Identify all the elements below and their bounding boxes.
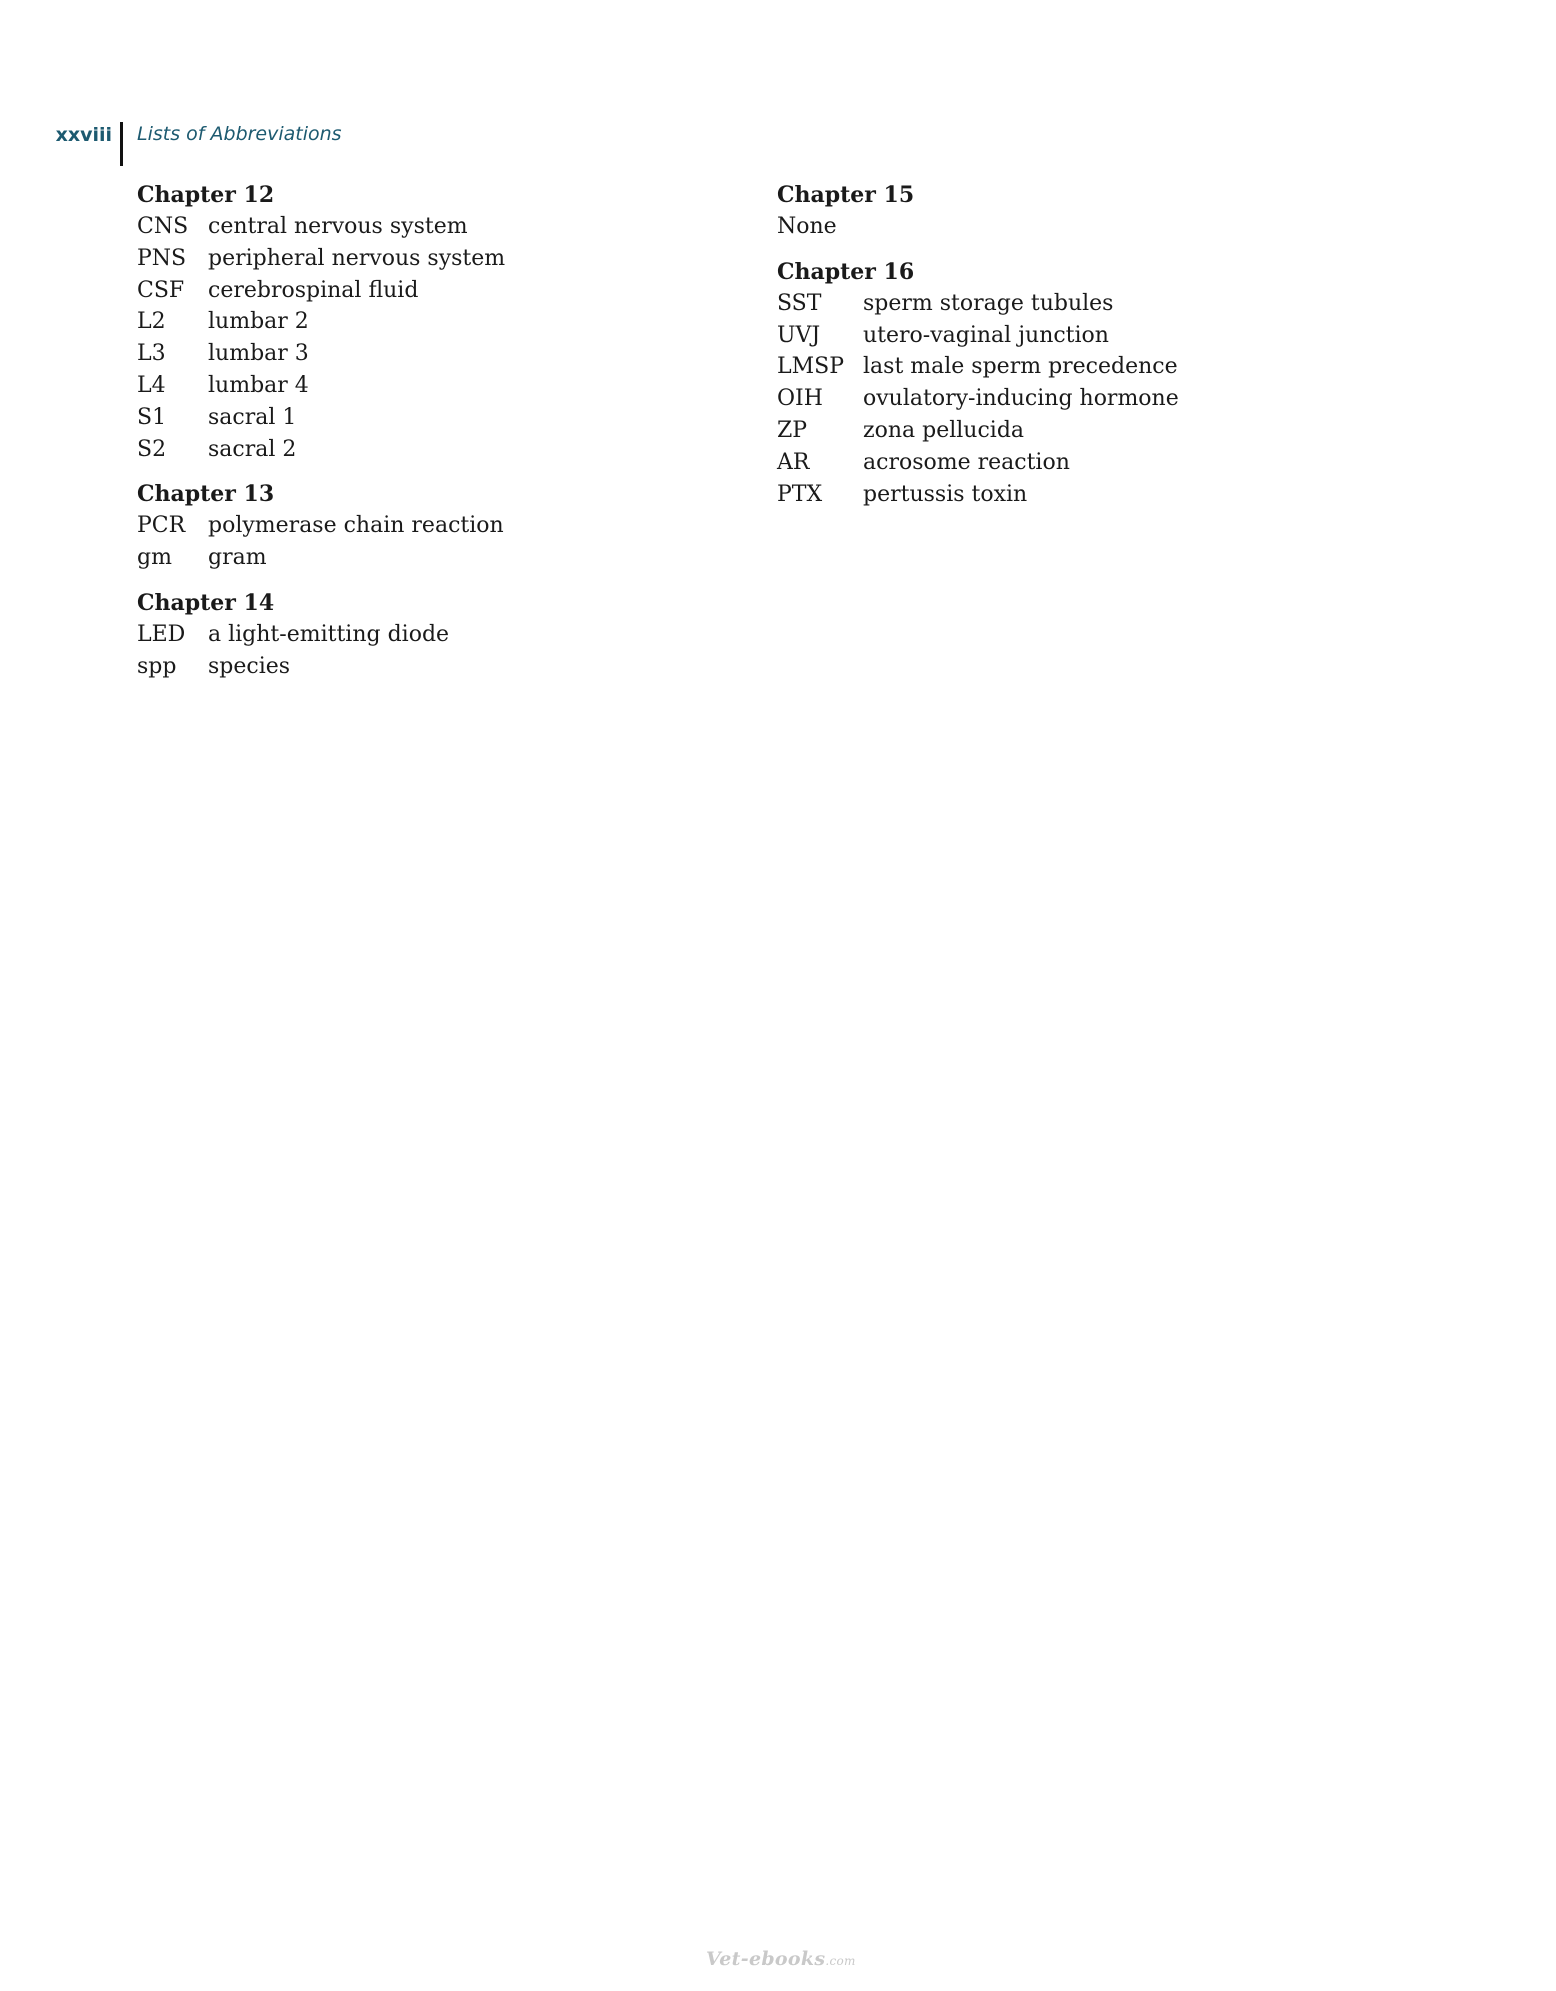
abbreviation: S2 <box>137 436 167 462</box>
none-text: None <box>777 214 837 239</box>
abbreviation-entry <box>777 288 1397 320</box>
abbreviation-entry <box>777 351 1397 383</box>
abbreviation: PCR <box>137 513 186 539</box>
chapter-heading: Chapter 14 <box>137 589 275 616</box>
definition: peripheral nervous system <box>208 245 506 271</box>
abbreviation-entry <box>137 542 737 574</box>
abbreviation: UVJ <box>777 322 821 348</box>
definition: pertussis toxin <box>863 481 1028 507</box>
definition: lumbar 2 <box>208 309 309 335</box>
abbreviation-entry <box>777 447 1397 479</box>
definition: sperm storage tubules <box>863 290 1114 316</box>
abbreviation-entry <box>137 651 737 683</box>
abbreviation-entry <box>137 338 737 370</box>
right-column <box>777 180 1397 524</box>
abbreviation-entry <box>137 619 737 651</box>
page-number: xxviii <box>55 124 112 146</box>
definition: sacral 1 <box>208 404 297 430</box>
abbreviation: SST <box>777 290 822 316</box>
abbreviation-entry <box>137 243 737 275</box>
abbreviation: OIH <box>777 386 823 412</box>
running-head <box>0 122 420 166</box>
abbreviation-entry <box>777 415 1397 447</box>
abbreviation-entry <box>137 275 737 307</box>
watermark-text: Vet-ebooks <box>706 1948 826 1970</box>
chapter-heading: Chapter 13 <box>137 481 275 508</box>
chapter-13 <box>137 479 737 574</box>
abbreviation-entry <box>137 306 737 338</box>
abbreviation-entry <box>137 211 737 243</box>
watermark-logo <box>706 1948 856 1970</box>
watermark-suffix: .com <box>825 1954 856 1968</box>
abbreviation-entry <box>137 402 737 434</box>
abbreviation: CNS <box>137 214 189 239</box>
abbreviation: ZP <box>777 417 808 443</box>
definition: lumbar 3 <box>208 341 309 367</box>
abbreviation: spp <box>137 653 177 679</box>
definition: utero-vaginal junction <box>863 322 1109 348</box>
abbreviation: L3 <box>137 341 166 367</box>
abbreviation: PTX <box>777 481 823 507</box>
left-column <box>137 180 737 697</box>
chapter-heading: Chapter 16 <box>777 258 915 285</box>
definition: lumbar 4 <box>208 372 309 398</box>
definition: central nervous system <box>208 214 468 239</box>
header-divider <box>120 122 123 166</box>
abbreviation-entry <box>137 370 737 402</box>
chapter-15 <box>777 180 1397 243</box>
chapter-12 <box>137 180 737 465</box>
abbreviation: PNS <box>137 245 187 271</box>
definition: cerebrospinal fluid <box>208 277 419 303</box>
abbreviation: S1 <box>137 404 167 430</box>
abbreviation: LMSP <box>777 354 845 380</box>
definition: species <box>208 653 291 679</box>
abbreviation-entry <box>137 434 737 466</box>
chapter-heading: Chapter 15 <box>777 182 915 208</box>
definition: acrosome reaction <box>863 449 1070 475</box>
section-title: Lists of Abbreviations <box>137 123 342 145</box>
abbreviation-entry <box>137 510 737 542</box>
definition: sacral 2 <box>208 436 297 462</box>
abbreviation: L2 <box>137 309 166 335</box>
chapter-16 <box>777 257 1397 511</box>
chapter-heading: Chapter 12 <box>137 182 275 208</box>
abbreviation-entry <box>777 383 1397 415</box>
abbreviation-entry <box>777 320 1397 352</box>
definition: zona pellucida <box>863 417 1025 443</box>
abbreviation: L4 <box>137 372 166 398</box>
definition: a light-emitting diode <box>208 621 450 647</box>
abbreviation-entry <box>777 479 1397 511</box>
definition: gram <box>208 545 267 571</box>
abbreviation: LED <box>137 621 186 647</box>
definition: ovulatory-inducing hormone <box>863 386 1179 412</box>
abbreviation: gm <box>137 545 172 571</box>
abbreviation: AR <box>777 449 810 475</box>
definition: polymerase chain reaction <box>208 513 504 539</box>
definition: last male sperm precedence <box>863 354 1178 380</box>
chapter-14 <box>137 588 737 683</box>
abbreviation: CSF <box>137 277 185 303</box>
